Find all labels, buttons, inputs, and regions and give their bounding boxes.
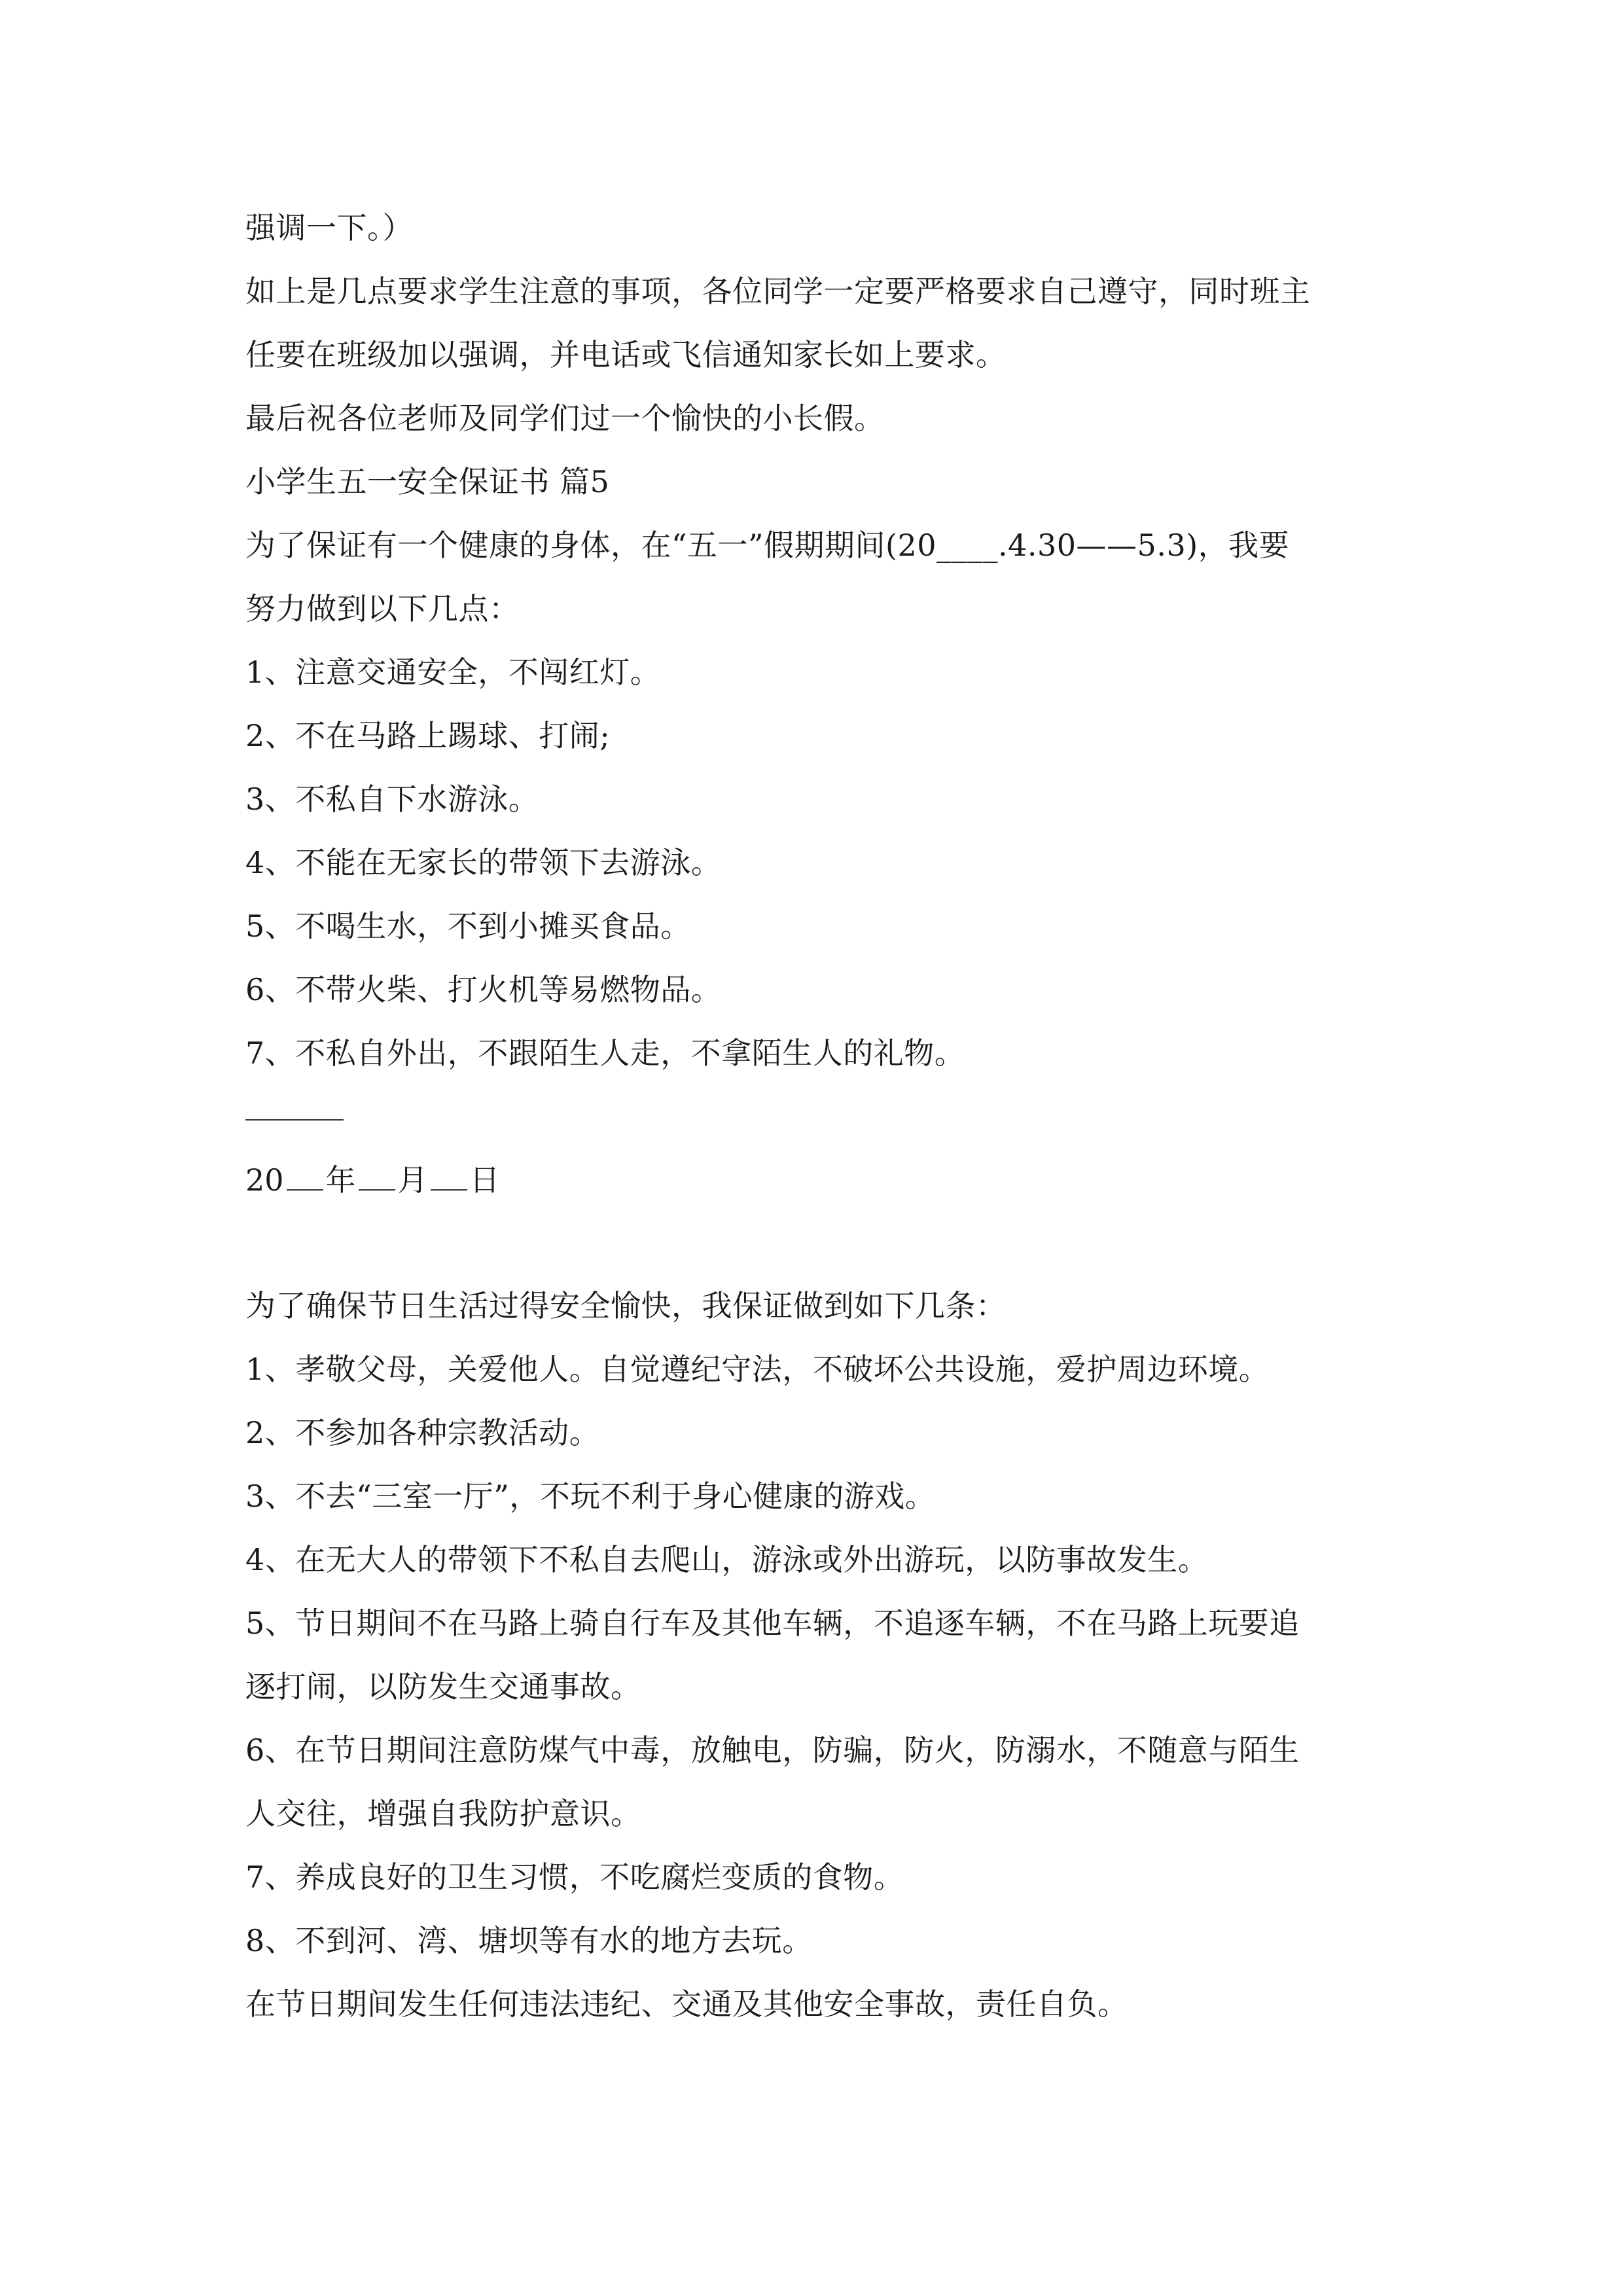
- date-blank: [431, 1188, 467, 1191]
- date-blank: [359, 1188, 395, 1191]
- list-item: 3、不私自下水游泳。: [245, 781, 539, 817]
- date-day-label: 日: [469, 1162, 500, 1198]
- section-heading: 小学生五一安全保证书 篇5: [245, 464, 610, 499]
- list-item: 1、注意交通安全，不闯红灯。: [245, 655, 661, 690]
- closing-line: 在节日期间发生任何违法违纪、交通及其他安全事故，责任自负。: [245, 1986, 1128, 2022]
- list-item: 2、不参加各种宗教活动。: [245, 1415, 600, 1450]
- section-gap: [245, 1212, 1397, 1274]
- list-item-continuation: 逐打闹，以防发生交通事故。: [245, 1669, 641, 1704]
- list-item: 6、不带火柴、打火机等易燃物品。: [245, 972, 722, 1007]
- list-item: 7、不私自外出，不跟陌生人走，不拿陌生人的礼物。: [245, 1035, 965, 1071]
- text-line: 如上是几点要求学生注意的事项，各位同学一定要严格要求自己遵守，同时班主: [245, 274, 1311, 309]
- list-item: 3、不去“三室一厅”，不玩不利于身心健康的游戏。: [245, 1479, 936, 1514]
- list-item: 5、不喝生水，不到小摊买食品。: [245, 908, 691, 944]
- date-year-label: 年: [325, 1162, 356, 1198]
- list-item: 4、不能在无家长的带领下去游泳。: [245, 845, 722, 880]
- intro-line: 为了保证有一个健康的身体，在“五一”假期期间(20____.4.30——5.3)，我要: [245, 528, 1290, 563]
- text-line: 强调一下。）: [245, 210, 413, 245]
- intro-line: 为了确保节日生活过得安全愉快，我保证做到如下几条：: [245, 1288, 1007, 1323]
- list-item: 2、不在马路上踢球、打闹;: [245, 718, 611, 753]
- date-month-label: 月: [397, 1162, 428, 1198]
- list-item: 4、在无大人的带领下不私自去爬山，游泳或外出游玩，以防事故发生。: [245, 1542, 1209, 1577]
- intro-line: 努力做到以下几点：: [245, 591, 520, 626]
- list-item: 8、不到河、湾、塘坝等有水的地方去玩。: [245, 1923, 813, 1958]
- document-body: [245, 196, 1397, 2036]
- list-item: 1、孝敬父母，关爱他人。自觉遵纪守法，不破坏公共设施，爱护周边环境。: [245, 1352, 1270, 1387]
- date-prefix: 20: [245, 1162, 284, 1198]
- signature-line: [245, 1085, 344, 1149]
- text-line: 任要在班级加以强调，并电话或飞信通知家长如上要求。: [245, 337, 1007, 372]
- date-blank: [287, 1188, 323, 1191]
- list-item-continuation: 人交往，增强自我防护意识。: [245, 1796, 641, 1831]
- date-line: [245, 1149, 1397, 1212]
- list-item: 6、在节日期间注意防煤气中毒，放触电，防骗，防火，防溺水，不随意与陌生: [245, 1732, 1300, 1768]
- list-item: 7、养成良好的卫生习惯，不吃腐烂变质的食物。: [245, 1859, 904, 1895]
- list-item: 5、节日期间不在马路上骑自行车及其他车辆，不追逐车辆，不在马路上玩要追: [245, 1605, 1300, 1641]
- text-line: 最后祝各位老师及同学们过一个愉快的小长假。: [245, 401, 885, 436]
